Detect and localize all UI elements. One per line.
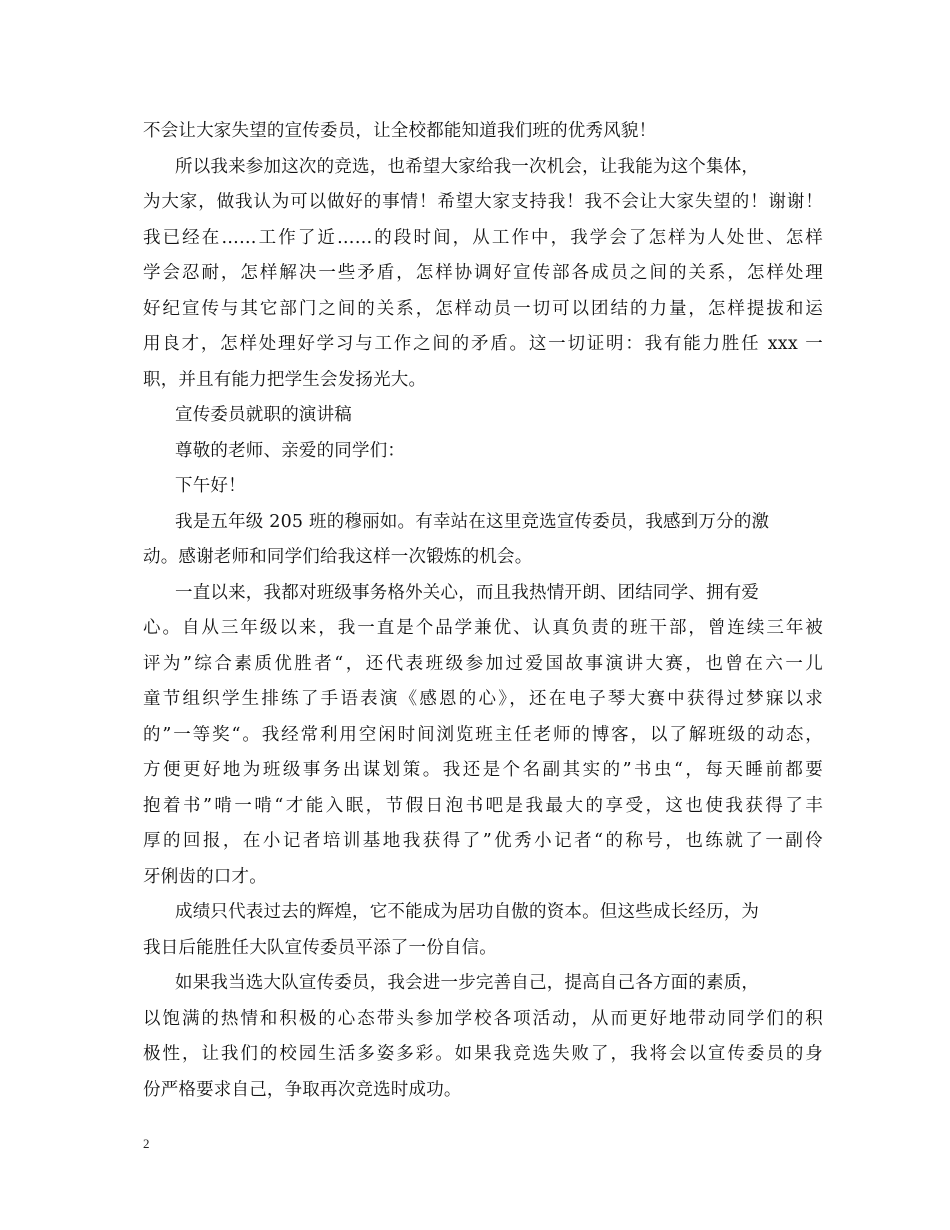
text-line: 以饱满的热情和积极的心态带头参加学校各项活动，从而更好地带动同学们的积 [143,1008,823,1029]
text-line: 职，并且有能力把学生会发扬光大。 [143,369,427,390]
text-line: 童节组织学生排练了手语表演《感恩的心》，还在电子琴大赛中获得过梦寐以求 [143,689,823,709]
text-line: 厚的回报，在小记者培训基地我获得了”优秀小记者“的称号，也练就了一副伶 [143,831,823,851]
text-line: 方便更好地为班级事务出谋划策。我还是个名副其实的”书虫“，每天睡前都要 [143,760,823,780]
text-line: 所以我来参加这次的竞选，也希望大家给我一次机会，让我能为这个集体， [175,156,760,177]
text-line: 牙俐齿的口才。 [143,866,267,887]
page-number: 2 [143,1136,150,1151]
text-line: 我日后能胜任大队宣传委员平添了一份自信。 [143,937,497,958]
text-line: 不会让大家失望的宣传委员，让全校都能知道我们班的优秀风貌！ [143,121,657,141]
text-line: 为大家，做我认为可以做好的事情！希望大家支持我！我不会让大家失望的！谢谢！ [143,192,823,212]
text-line: 一直以来，我都对班级事务格外关心，而且我热情开朗、团结同学、拥有爱 [175,582,760,603]
text-line: 好纪宣传与其它部门之间的关系，怎样动员一切可以团结的力量，怎样提拔和运 [143,298,823,319]
speech-title: 宣传委员就职的演讲稿 [175,405,352,425]
text-line: 抱着书”啃一啃“才能入眠，节假日泡书吧是我最大的享受，这也使我获得了丰 [143,795,823,816]
text-line: 我已经在……工作了近……的段时间，从工作中，我学会了怎样为人处世、怎样 [143,227,823,248]
text-line: 心。自从三年级以来，我一直是个品学兼优、认真负责的班干部，曾连续三年被 [143,618,823,638]
text-line: 动。感谢老师和同学们给我这样一次锻炼的机会。 [143,547,533,567]
greeting: 下午好！ [175,476,246,496]
text-line: 份严格要求自己，争取再次竞选时成功。 [143,1079,462,1100]
text-line: 用良才，怎样处理好学习与工作之间的矛盾。这一切证明：我有能力胜任 xxx 一 [143,334,823,354]
text-line: 极性，让我们的校园生活多姿多彩。如果我竞选失败了，我将会以宣传委员的身 [143,1044,823,1064]
text-line: 评为”综合素质优胜者“，还代表班级参加过爱国故事演讲大赛，也曾在六一儿 [143,653,823,674]
salutation: 尊敬的老师、亲爱的同学们： [175,440,406,461]
text-line: 学会忍耐，怎样解决一些矛盾，怎样协调好宣传部各成员之间的关系，怎样处理 [143,263,823,283]
text-line: 的”一等奖“。我经常利用空闲时间浏览班主任老师的博客，以了解班级的动态， [143,724,823,745]
text-line: 如果我当选大队宣传委员，我会进一步完善自己，提高自己各方面的素质， [175,973,760,993]
text-line: 我是五年级 205 班的穆丽如。有幸站在这里竞选宣传委员，我感到万分的激 [175,511,770,532]
body-text [143,114,823,1108]
text-line: 成绩只代表过去的辉煌，它不能成为居功自傲的资本。但这些成长经历，为 [175,902,760,922]
